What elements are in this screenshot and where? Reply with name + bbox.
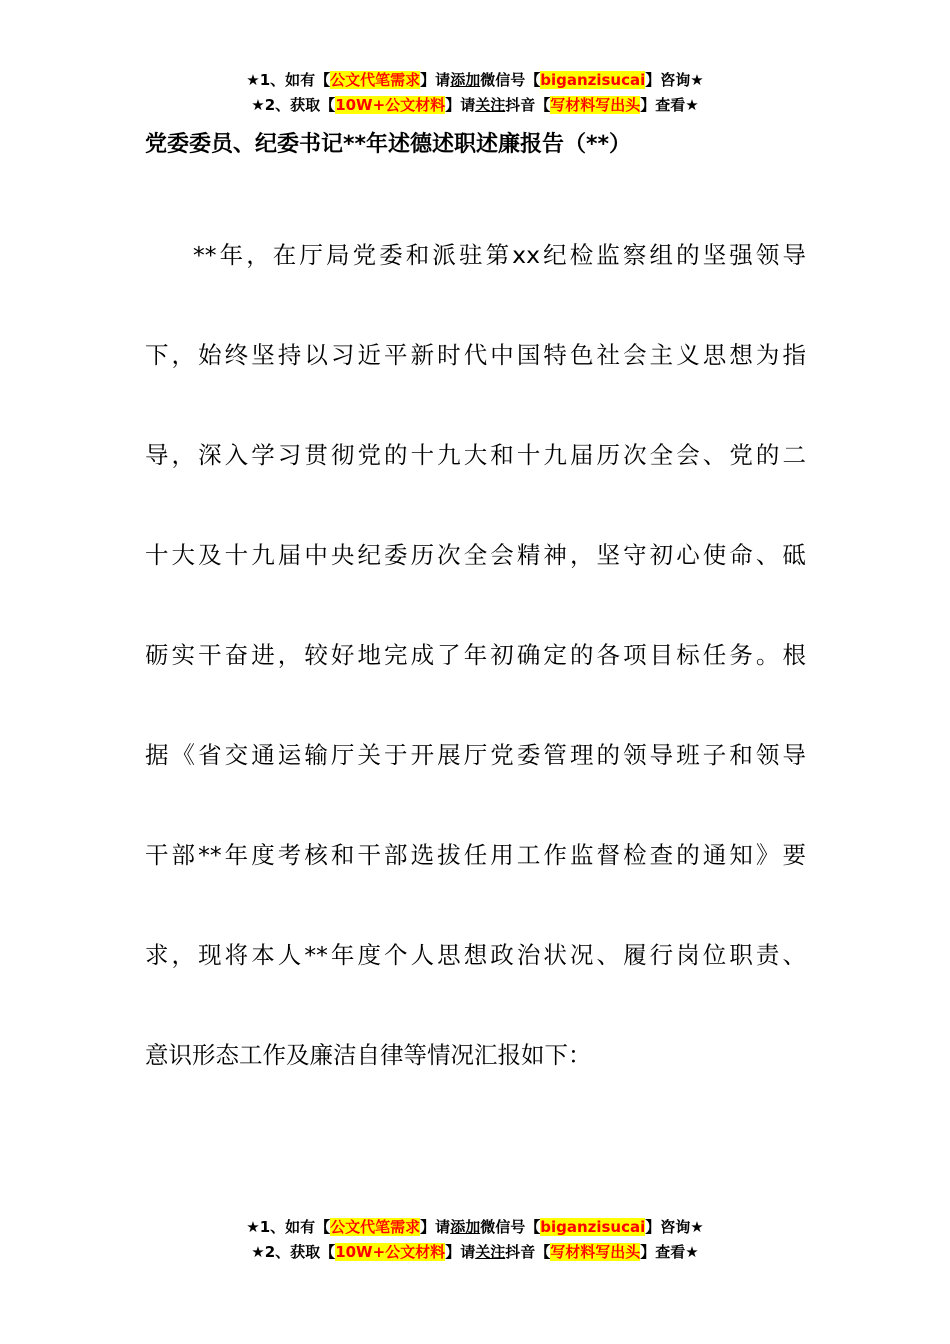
promo-line-2-prefix: ★2、获取【 xyxy=(251,1243,336,1261)
promo-line-1-prefix: ★1、如有【 xyxy=(246,1218,331,1236)
promo-line-2-mid-2: 抖音【 xyxy=(505,1243,551,1261)
promo-line-2-highlight-douyin: 写材料写出头 xyxy=(550,1243,641,1261)
promo-footer xyxy=(0,1215,950,1265)
body-line: 下，始终坚持以习近平新时代中国特色社会主义思想为指 xyxy=(145,341,806,369)
body-line: 据《省交通运输厅关于开展厅党委管理的领导班子和领导 xyxy=(145,741,806,769)
promo-line-1-mid-2: 微信号【 xyxy=(480,1218,541,1236)
promo-line-2-prefix: ★2、获取【 xyxy=(251,96,336,114)
promo-line-1-highlight-wechat: biganzisucai xyxy=(540,71,646,89)
promo-line-1-mid-2: 微信号【 xyxy=(480,71,541,89)
promo-line-1-mid: 】请 xyxy=(420,71,451,89)
promo-line-2-highlight-material: 10W+公文材料 xyxy=(335,96,446,114)
promo-line-1-highlight-service: 公文代笔需求 xyxy=(330,71,421,89)
promo-line-1-mid: 】请 xyxy=(420,1218,451,1236)
promo-line-2-mid: 】请 xyxy=(445,96,476,114)
body-line: 十大及十九届中央纪委历次全会精神，坚守初心使命、砥 xyxy=(145,541,806,569)
promo-line-1-prefix: ★1、如有【 xyxy=(246,71,331,89)
promo-line-2-emphasis: 关注 xyxy=(475,1243,506,1261)
promo-header xyxy=(0,68,950,118)
promo-line-2-mid-2: 抖音【 xyxy=(505,96,551,114)
promo-line-1-emphasis: 添加 xyxy=(450,1218,481,1236)
promo-line-2-suffix: 】查看★ xyxy=(640,1243,699,1261)
promo-line-2-mid: 】请 xyxy=(445,1243,476,1261)
promo-line-1 xyxy=(0,68,950,93)
body-line: 砺实干奋进，较好地完成了年初确定的各项目标任务。根 xyxy=(145,641,806,669)
promo-line-1 xyxy=(0,1215,950,1240)
promo-line-2 xyxy=(0,93,950,118)
promo-line-2-suffix: 】查看★ xyxy=(640,96,699,114)
promo-line-1-highlight-service: 公文代笔需求 xyxy=(330,1218,421,1236)
promo-line-1-highlight-wechat: biganzisucai xyxy=(540,1218,646,1236)
body-line: 导，深入学习贯彻党的十九大和十九届历次全会、党的二 xyxy=(145,441,806,469)
promo-line-2 xyxy=(0,1240,950,1265)
document-title: 党委委员、纪委书记**年述德述职述廉报告（**） xyxy=(145,132,632,157)
promo-line-1-suffix: 】咨询★ xyxy=(645,71,704,89)
body-line: 干部**年度考核和干部选拔任用工作监督检查的通知》要 xyxy=(145,841,806,869)
promo-line-2-emphasis: 关注 xyxy=(475,96,506,114)
promo-line-2-highlight-material: 10W+公文材料 xyxy=(335,1243,446,1261)
body-line: **年，在厅局党委和派驻第xx纪检监察组的坚强领导 xyxy=(193,241,806,269)
body-line: 求，现将本人**年度个人思想政治状况、履行岗位职责、 xyxy=(145,941,806,969)
document-body xyxy=(145,205,806,1105)
body-line: 意识形态工作及廉洁自律等情况汇报如下： xyxy=(145,1041,592,1069)
promo-line-1-suffix: 】咨询★ xyxy=(645,1218,704,1236)
promo-line-1-emphasis: 添加 xyxy=(450,71,481,89)
promo-line-2-highlight-douyin: 写材料写出头 xyxy=(550,96,641,114)
